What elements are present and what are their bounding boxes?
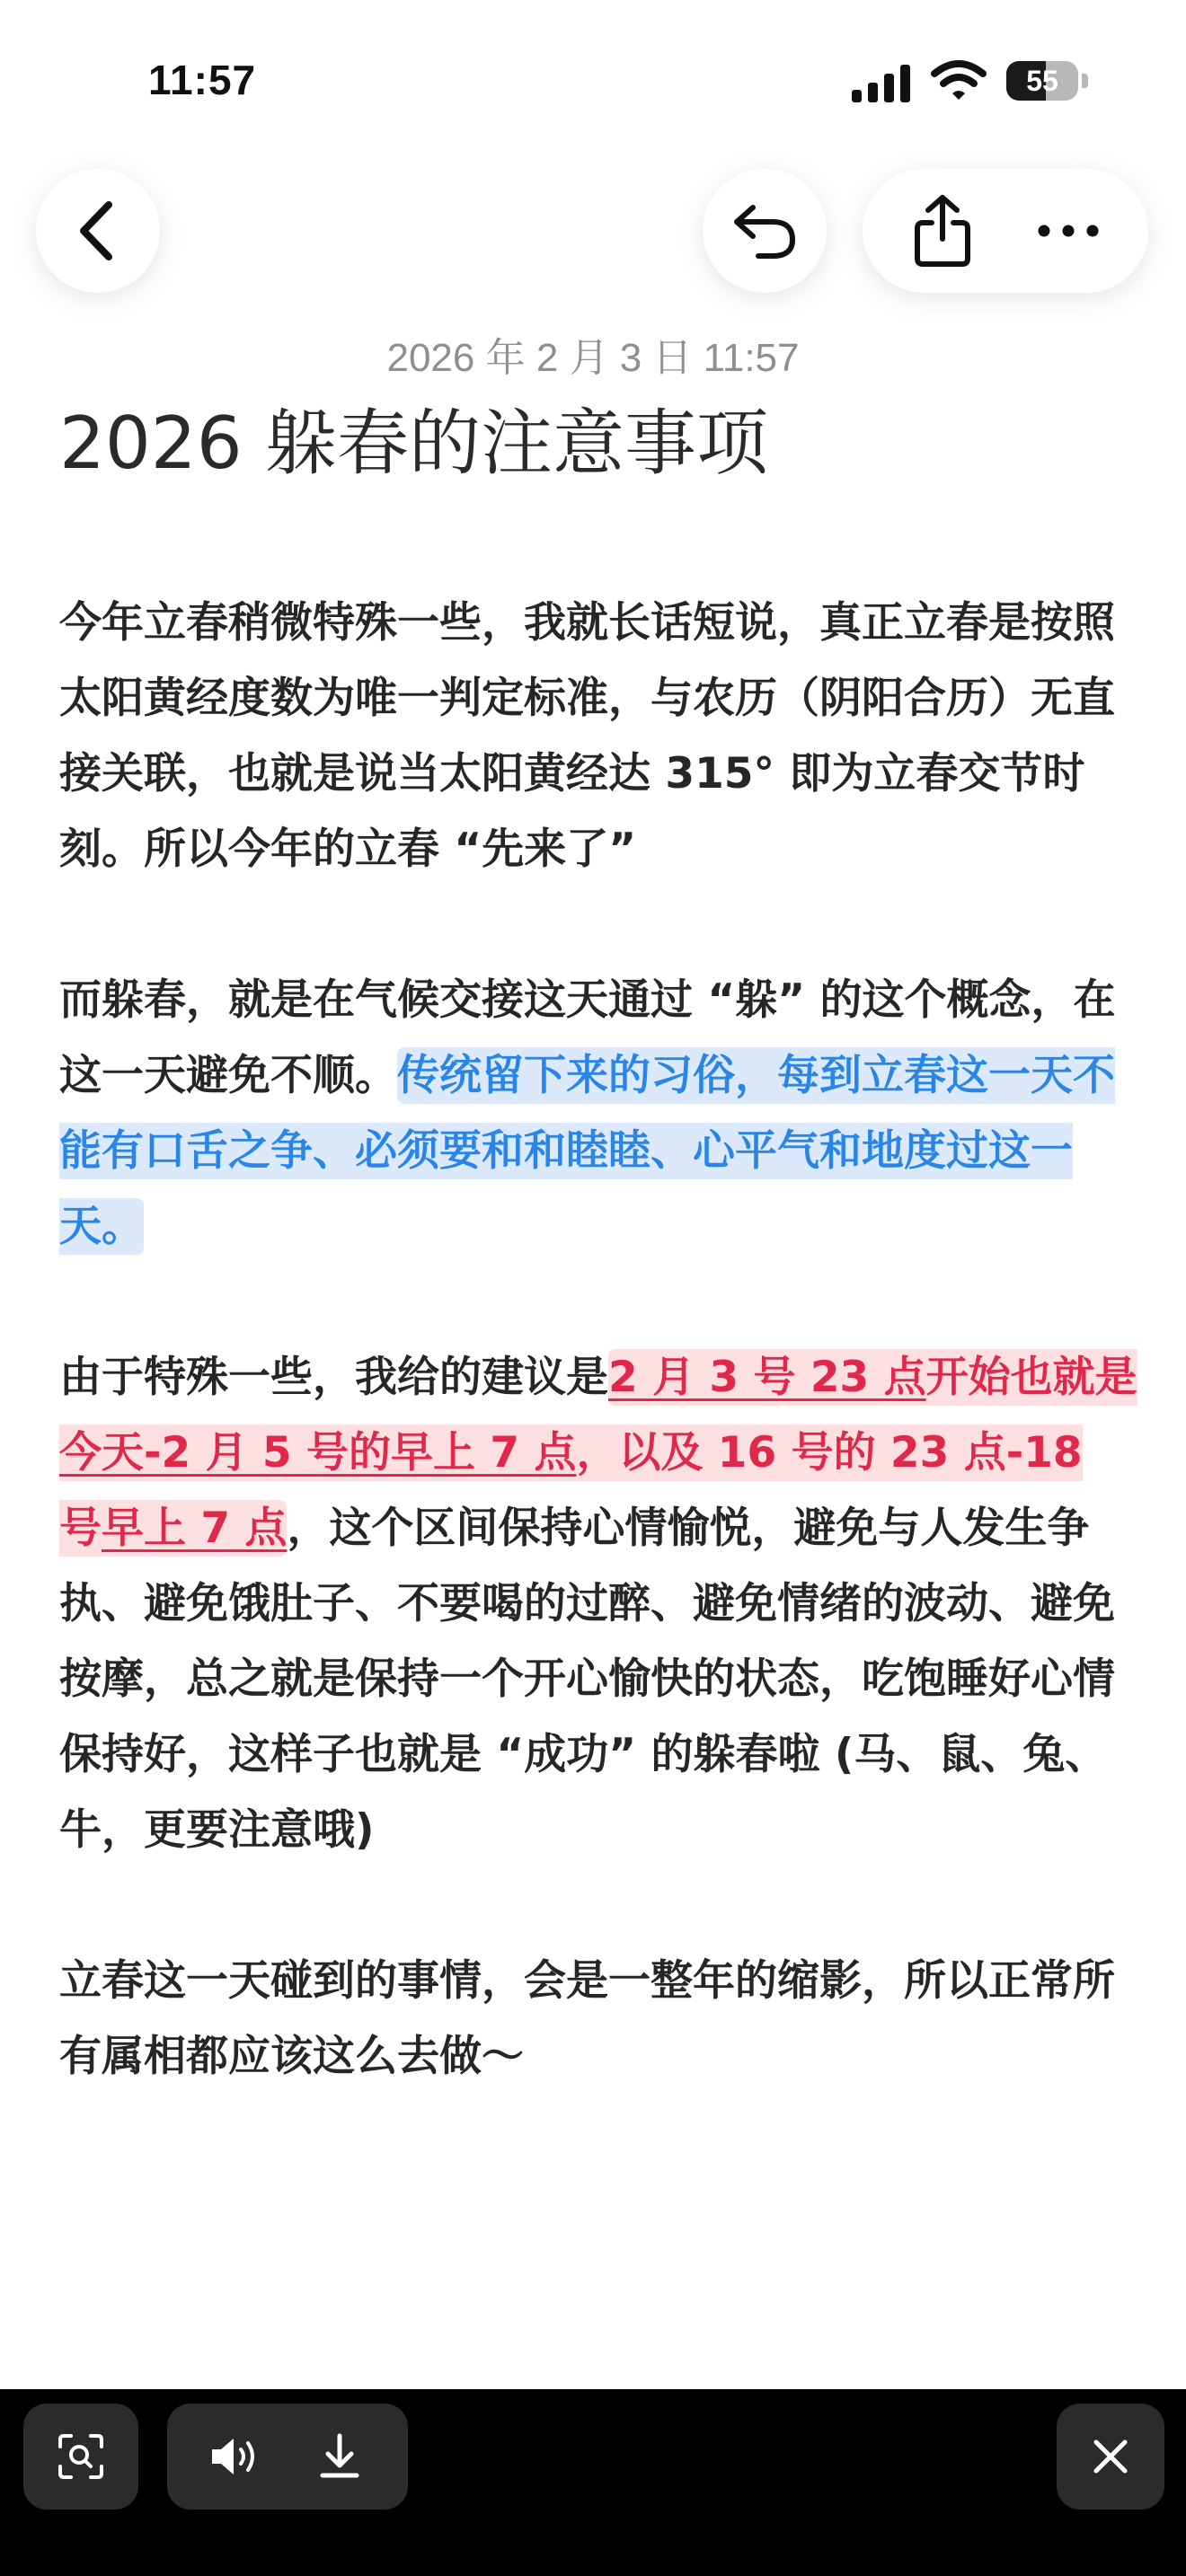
- note-paragraph-1: 今年立春稍微特殊一些，我就长话短说，真正立春是按照太阳黄经度数为唯一判定标准，与农历（阴阳合历）无直接关联，也就是说当太阳黄经达 315° 即为立春交节时刻。所以今年的立春 “先来了”: [59, 598, 1115, 874]
- more-button[interactable]: [1006, 169, 1130, 293]
- note-body[interactable]: [59, 586, 1137, 2170]
- undo-button[interactable]: [703, 169, 827, 293]
- download-button[interactable]: [289, 2404, 390, 2510]
- note-title[interactable]: 2026 躲春的注意事项: [59, 401, 769, 485]
- more-icon: [1037, 224, 1100, 238]
- note-paragraph-3: [59, 1340, 1137, 1868]
- paragraph-3-intro: 由于特殊一些，我给的建议是: [59, 1353, 608, 1402]
- paragraph-2-text: 而躲春，就是在气候交接这天通过 “躲” 的这个概念，在这一天避免不顺。: [59, 975, 1116, 1100]
- note-paragraph-2: [59, 963, 1137, 1265]
- close-icon: [1091, 2437, 1130, 2476]
- status-bar: [0, 0, 1186, 162]
- close-button[interactable]: [1057, 2404, 1164, 2510]
- chevron-left-icon: [73, 199, 123, 262]
- share-button[interactable]: [881, 169, 1005, 293]
- underlined-date-1: 2 月 3 号 23 点: [608, 1353, 926, 1402]
- underlined-date-2: 今天-2 月 5 号的早上 7 点: [59, 1428, 577, 1478]
- battery-level-text: 55: [1026, 65, 1058, 97]
- note-date: 2026 年 2 月 3 日 11:57: [386, 336, 800, 380]
- speaker-icon: [208, 2435, 262, 2478]
- scan-icon: [57, 2432, 105, 2481]
- red-highlight-date-3: ，以及 16 号的 23 点-18 号: [59, 1428, 1083, 1553]
- wifi-icon: [931, 59, 987, 102]
- red-highlight-connector: 开始也就是: [925, 1353, 1137, 1402]
- back-button[interactable]: [36, 169, 160, 293]
- blue-highlight-text: 传统留下来的习俗，每到立春这一天不能有口舌之争、必须要和和睦睦、心平气和地度过这一天。: [59, 1047, 1115, 1255]
- media-controls: [167, 2404, 408, 2510]
- battery-cap: [1082, 74, 1088, 88]
- bottom-toolbar: [0, 2389, 1186, 2576]
- note-actions-group: [863, 169, 1148, 293]
- download-icon: [317, 2432, 362, 2481]
- scan-button[interactable]: [23, 2404, 138, 2510]
- status-time: 11:57: [148, 57, 257, 103]
- speaker-button[interactable]: [185, 2404, 286, 2510]
- note-paragraph-4: 立春这一天碰到的事情，会是一整年的缩影，所以正常所有属相都应该这么去做～: [59, 1956, 1115, 2081]
- undo-icon: [731, 202, 798, 260]
- battery-icon: [1006, 61, 1078, 101]
- underlined-date-4: 早上 7 点: [102, 1504, 288, 1553]
- signal-icon: [850, 63, 915, 102]
- share-icon: [912, 194, 973, 268]
- paragraph-3-rest: ，这个区间保持心情愉悦，避免与人发生争执、避免饿肚子、不要喝的过醉、避免情绪的波动、避免按摩，总之就是保持一个开心愉快的状态，吃饱睡好心情保持好，这样子也就是 “成功” 的躲春啦 (马、鼠、兔、牛，更要注意哦): [59, 1504, 1115, 1855]
